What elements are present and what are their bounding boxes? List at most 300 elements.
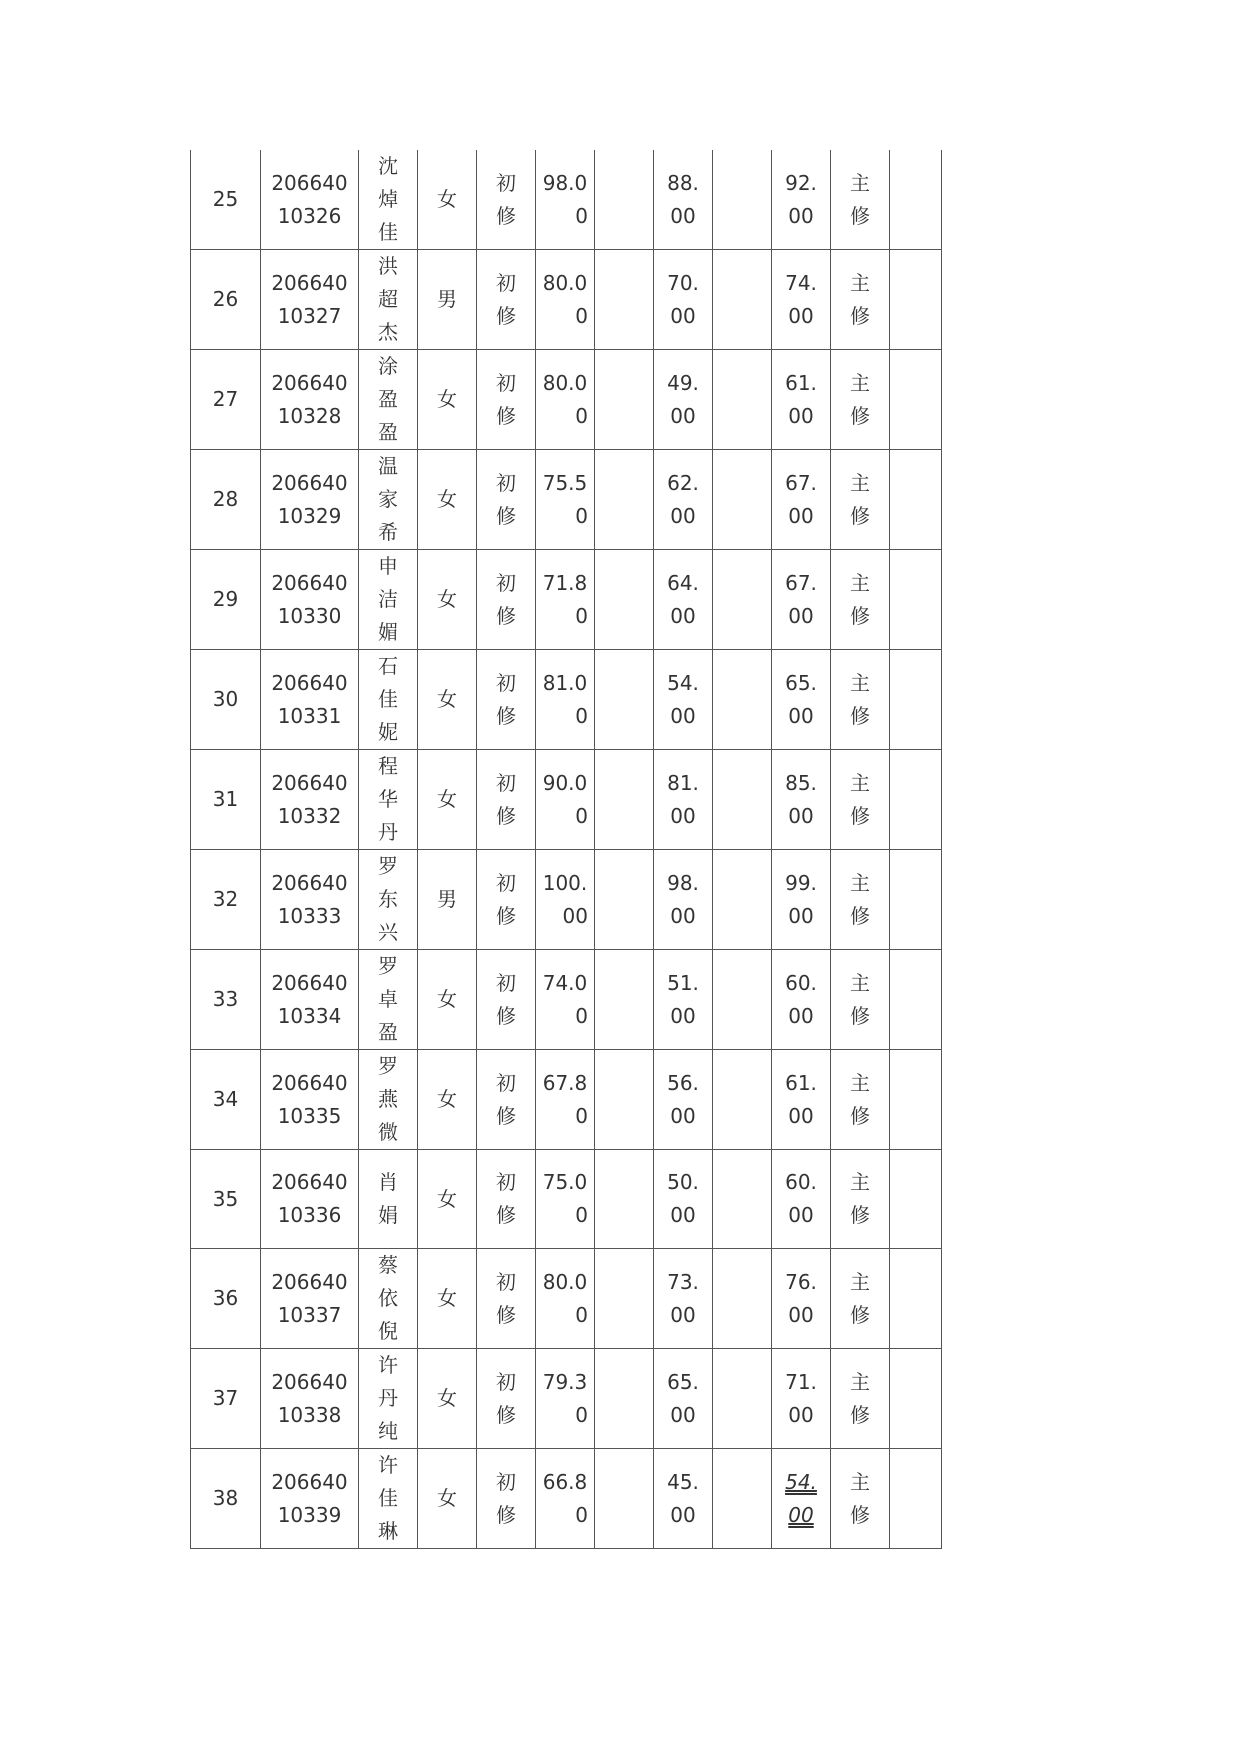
student-name bbox=[359, 650, 418, 750]
row-number-text: 37 bbox=[212, 1386, 239, 1410]
gender-text: 女 bbox=[437, 487, 457, 511]
student-name-char: 东 bbox=[378, 887, 398, 911]
score-2-line-2: 00 bbox=[670, 1103, 696, 1128]
score-2-line-2: 00 bbox=[670, 903, 696, 928]
score-3 bbox=[772, 550, 831, 650]
table-row bbox=[191, 1150, 942, 1249]
student-name-char: 温 bbox=[378, 454, 398, 478]
student-id bbox=[261, 450, 359, 550]
row-number bbox=[191, 450, 261, 550]
gender-text: 女 bbox=[437, 1087, 457, 1111]
gender bbox=[418, 450, 477, 550]
study-type bbox=[477, 1449, 536, 1549]
student-id-line-1: 206640 bbox=[271, 870, 348, 895]
score-3 bbox=[772, 1249, 831, 1349]
student-id-line-2: 10327 bbox=[277, 303, 342, 328]
student-id-line-2: 10326 bbox=[277, 203, 342, 228]
score-2 bbox=[654, 250, 713, 350]
course-kind-char: 主 bbox=[850, 770, 870, 795]
course-kind bbox=[831, 450, 890, 550]
student-name-char: 盈 bbox=[378, 1020, 398, 1044]
score-1-line-1: 75.5 bbox=[542, 470, 588, 495]
score-1-line-1: 66.8 bbox=[542, 1469, 588, 1494]
table-row bbox=[191, 550, 942, 650]
score-3-line-2: 00 bbox=[788, 903, 814, 928]
student-name-char: 超 bbox=[378, 287, 398, 311]
row-number-text: 34 bbox=[212, 1087, 239, 1111]
score-1 bbox=[536, 1249, 595, 1349]
study-type-char: 初 bbox=[496, 970, 516, 995]
student-id-line-1: 206640 bbox=[271, 1469, 348, 1494]
student-id-line-1: 206640 bbox=[271, 570, 348, 595]
empty-cell-3 bbox=[890, 650, 942, 750]
student-id-line-1: 206640 bbox=[271, 1369, 348, 1394]
course-kind bbox=[831, 150, 890, 250]
gender-text: 女 bbox=[437, 187, 457, 211]
study-type bbox=[477, 850, 536, 950]
course-kind-char: 主 bbox=[850, 1070, 870, 1095]
gender bbox=[418, 850, 477, 950]
student-name-char: 沈 bbox=[378, 154, 398, 178]
score-1-line-1: 90.0 bbox=[542, 770, 588, 795]
table-row bbox=[191, 1249, 942, 1349]
study-type-char: 修 bbox=[496, 303, 516, 328]
score-3 bbox=[772, 1050, 831, 1150]
score-2-line-2: 00 bbox=[670, 603, 696, 628]
student-id-line-1: 206640 bbox=[271, 670, 348, 695]
student-id bbox=[261, 950, 359, 1050]
score-3-line-1: 92. bbox=[785, 170, 817, 195]
empty-cell-2 bbox=[713, 1150, 772, 1249]
study-type-char: 初 bbox=[496, 670, 516, 695]
course-kind-char: 修 bbox=[850, 903, 870, 928]
score-1 bbox=[536, 1349, 595, 1449]
score-1 bbox=[536, 350, 595, 450]
score-1 bbox=[536, 450, 595, 550]
score-2-line-1: 51. bbox=[667, 970, 699, 995]
course-kind-char: 主 bbox=[850, 270, 870, 295]
score-1-line-2: 0 bbox=[575, 703, 588, 728]
study-type-char: 初 bbox=[496, 1469, 516, 1494]
score-3-line-2: 00 bbox=[788, 1203, 814, 1227]
student-name-char: 燕 bbox=[378, 1087, 398, 1111]
empty-cell-1 bbox=[595, 750, 654, 850]
score-2 bbox=[654, 850, 713, 950]
empty-cell-1 bbox=[595, 1050, 654, 1150]
student-id-line-1: 206640 bbox=[271, 1170, 348, 1194]
student-name-char: 佳 bbox=[378, 220, 398, 244]
score-1-line-1: 74.0 bbox=[542, 970, 588, 995]
student-id bbox=[261, 1050, 359, 1150]
student-name-char: 罗 bbox=[378, 1054, 398, 1078]
row-number bbox=[191, 250, 261, 350]
course-kind-char: 主 bbox=[850, 1369, 870, 1394]
study-type-char: 初 bbox=[496, 170, 516, 195]
course-kind-char: 主 bbox=[850, 370, 870, 395]
course-kind-char: 主 bbox=[850, 870, 870, 895]
row-number-text: 28 bbox=[212, 487, 239, 511]
student-id-line-2: 10332 bbox=[277, 803, 342, 828]
gender bbox=[418, 1150, 477, 1249]
study-type-char: 修 bbox=[496, 703, 516, 728]
study-type-char: 修 bbox=[496, 1203, 516, 1227]
course-kind bbox=[831, 650, 890, 750]
course-kind-char: 修 bbox=[850, 203, 870, 228]
student-name-char: 兴 bbox=[378, 920, 398, 944]
empty-cell-3 bbox=[890, 1349, 942, 1449]
study-type-char: 初 bbox=[496, 370, 516, 395]
score-1-line-2: 0 bbox=[575, 1402, 588, 1427]
score-3 bbox=[772, 750, 831, 850]
empty-cell-2 bbox=[713, 750, 772, 850]
score-3-line-2: 00 bbox=[788, 403, 814, 428]
row-number bbox=[191, 1249, 261, 1349]
row-number bbox=[191, 950, 261, 1050]
study-type-char: 初 bbox=[496, 1269, 516, 1294]
student-id-line-2: 10333 bbox=[277, 903, 342, 928]
study-type bbox=[477, 250, 536, 350]
study-type-char: 修 bbox=[496, 1402, 516, 1427]
course-kind-char: 修 bbox=[850, 1203, 870, 1227]
student-name-char: 丹 bbox=[378, 820, 398, 844]
score-1-line-2: 0 bbox=[575, 1203, 588, 1227]
student-name bbox=[359, 1349, 418, 1449]
student-name-char: 妮 bbox=[378, 720, 398, 744]
empty-cell-3 bbox=[890, 350, 942, 450]
score-2-line-2: 00 bbox=[670, 1003, 696, 1028]
course-kind-char: 主 bbox=[850, 1269, 870, 1294]
student-id-line-2: 10337 bbox=[277, 1302, 342, 1327]
student-id bbox=[261, 1349, 359, 1449]
student-id-line-1: 206640 bbox=[271, 1070, 348, 1095]
study-type bbox=[477, 950, 536, 1050]
student-id bbox=[261, 850, 359, 950]
score-1-line-2: 0 bbox=[575, 1103, 588, 1128]
study-type bbox=[477, 550, 536, 650]
course-kind bbox=[831, 750, 890, 850]
score-3-line-1: 54. bbox=[785, 1469, 817, 1494]
score-2-line-1: 88. bbox=[667, 170, 699, 195]
score-3-line-1: 76. bbox=[785, 1269, 817, 1294]
student-id bbox=[261, 750, 359, 850]
row-number bbox=[191, 1150, 261, 1249]
empty-cell-3 bbox=[890, 750, 942, 850]
row-number-text: 38 bbox=[212, 1486, 239, 1510]
score-1-line-2: 0 bbox=[575, 203, 588, 228]
student-name-char: 盈 bbox=[378, 420, 398, 444]
empty-cell-3 bbox=[890, 550, 942, 650]
student-id bbox=[261, 650, 359, 750]
score-1-line-1: 67.8 bbox=[542, 1070, 588, 1095]
empty-cell-2 bbox=[713, 550, 772, 650]
study-type bbox=[477, 750, 536, 850]
student-id-line-1: 206640 bbox=[271, 1269, 348, 1294]
student-name-char: 许 bbox=[378, 1453, 398, 1477]
study-type-char: 修 bbox=[496, 1302, 516, 1327]
gender-text: 女 bbox=[437, 987, 457, 1011]
gender bbox=[418, 550, 477, 650]
study-type bbox=[477, 1050, 536, 1150]
empty-cell-3 bbox=[890, 250, 942, 350]
score-3 bbox=[772, 850, 831, 950]
score-1-line-2: 0 bbox=[575, 1302, 588, 1327]
score-3-line-2: 00 bbox=[788, 303, 814, 328]
score-1 bbox=[536, 1449, 595, 1549]
empty-cell-3 bbox=[890, 1249, 942, 1349]
study-type bbox=[477, 1349, 536, 1449]
score-2-line-2: 00 bbox=[670, 803, 696, 828]
score-2-line-2: 00 bbox=[670, 303, 696, 328]
empty-cell-2 bbox=[713, 650, 772, 750]
score-2-line-1: 56. bbox=[667, 1070, 699, 1095]
course-kind bbox=[831, 350, 890, 450]
score-1 bbox=[536, 1150, 595, 1249]
course-kind-char: 修 bbox=[850, 503, 870, 528]
row-number bbox=[191, 1449, 261, 1549]
row-number-text: 25 bbox=[212, 187, 239, 211]
study-type-char: 初 bbox=[496, 470, 516, 495]
student-id bbox=[261, 1150, 359, 1249]
student-name-char: 家 bbox=[378, 487, 398, 511]
score-1-line-2: 0 bbox=[575, 503, 588, 528]
student-id-line-2: 10336 bbox=[277, 1203, 342, 1227]
score-2-line-2: 00 bbox=[670, 1302, 696, 1327]
student-name-char: 罗 bbox=[378, 954, 398, 978]
score-3 bbox=[772, 150, 831, 250]
score-2-line-1: 98. bbox=[667, 870, 699, 895]
student-name bbox=[359, 1050, 418, 1150]
study-type-char: 修 bbox=[496, 1502, 516, 1527]
study-type-char: 初 bbox=[496, 1070, 516, 1095]
grade-table-body bbox=[191, 150, 942, 1549]
study-type-char: 修 bbox=[496, 803, 516, 828]
gender bbox=[418, 950, 477, 1050]
score-3-line-2: 00 bbox=[788, 1003, 814, 1028]
gender bbox=[418, 1349, 477, 1449]
empty-cell-1 bbox=[595, 450, 654, 550]
score-2-line-1: 70. bbox=[667, 270, 699, 295]
student-id-line-1: 206640 bbox=[271, 470, 348, 495]
score-3-line-1: 65. bbox=[785, 670, 817, 695]
score-1-line-1: 100. bbox=[542, 870, 588, 895]
student-name-char: 纯 bbox=[378, 1419, 398, 1443]
score-2 bbox=[654, 1050, 713, 1150]
score-3-line-1: 61. bbox=[785, 370, 817, 395]
score-3 bbox=[772, 1349, 831, 1449]
table-row bbox=[191, 250, 942, 350]
score-2-line-2: 00 bbox=[670, 203, 696, 228]
score-3-line-1: 60. bbox=[785, 970, 817, 995]
student-name-char: 申 bbox=[378, 554, 398, 578]
score-2 bbox=[654, 950, 713, 1050]
study-type bbox=[477, 1249, 536, 1349]
score-3-line-2: 00 bbox=[788, 203, 814, 228]
gender-text: 女 bbox=[437, 1486, 457, 1510]
row-number-text: 31 bbox=[212, 787, 239, 811]
score-3-line-1: 74. bbox=[785, 270, 817, 295]
student-name bbox=[359, 750, 418, 850]
course-kind-char: 主 bbox=[850, 1170, 870, 1194]
table-row bbox=[191, 650, 942, 750]
empty-cell-1 bbox=[595, 1249, 654, 1349]
student-name-char: 焯 bbox=[378, 187, 398, 211]
table-row bbox=[191, 1349, 942, 1449]
score-1 bbox=[536, 250, 595, 350]
student-id-line-2: 10338 bbox=[277, 1402, 342, 1427]
score-3 bbox=[772, 1449, 831, 1549]
empty-cell-3 bbox=[890, 1449, 942, 1549]
student-name-char: 石 bbox=[378, 654, 398, 678]
course-kind-char: 修 bbox=[850, 1402, 870, 1427]
course-kind-char: 修 bbox=[850, 303, 870, 328]
empty-cell-1 bbox=[595, 550, 654, 650]
score-2 bbox=[654, 350, 713, 450]
score-2 bbox=[654, 1449, 713, 1549]
student-name bbox=[359, 450, 418, 550]
score-2 bbox=[654, 1349, 713, 1449]
table-row bbox=[191, 150, 942, 250]
study-type bbox=[477, 350, 536, 450]
empty-cell-1 bbox=[595, 950, 654, 1050]
empty-cell-3 bbox=[890, 1150, 942, 1249]
score-2 bbox=[654, 750, 713, 850]
score-1-line-1: 81.0 bbox=[542, 670, 588, 695]
empty-cell-2 bbox=[713, 350, 772, 450]
empty-cell-3 bbox=[890, 1050, 942, 1150]
score-1-line-2: 0 bbox=[575, 403, 588, 428]
course-kind-char: 主 bbox=[850, 570, 870, 595]
gender-text: 女 bbox=[437, 587, 457, 611]
student-id-line-2: 10335 bbox=[277, 1103, 342, 1128]
course-kind-char: 修 bbox=[850, 1103, 870, 1128]
row-number-text: 26 bbox=[212, 287, 239, 311]
student-name-char: 娟 bbox=[378, 1203, 398, 1227]
student-name-char: 程 bbox=[378, 754, 398, 778]
score-1 bbox=[536, 550, 595, 650]
student-name-char: 杰 bbox=[378, 320, 398, 344]
study-type-char: 修 bbox=[496, 503, 516, 528]
gender-text: 女 bbox=[437, 1186, 457, 1211]
study-type bbox=[477, 450, 536, 550]
empty-cell-1 bbox=[595, 650, 654, 750]
student-name bbox=[359, 950, 418, 1050]
score-3 bbox=[772, 250, 831, 350]
study-type-char: 修 bbox=[496, 1103, 516, 1128]
score-3-line-1: 99. bbox=[785, 870, 817, 895]
score-3-line-2: 00 bbox=[788, 703, 814, 728]
empty-cell-3 bbox=[890, 450, 942, 550]
student-name-char: 肖 bbox=[378, 1170, 398, 1194]
course-kind bbox=[831, 1349, 890, 1449]
score-1-line-2: 00 bbox=[562, 903, 588, 928]
student-id-line-1: 206640 bbox=[271, 170, 348, 195]
student-name-char: 微 bbox=[378, 1120, 398, 1144]
student-name-char: 洪 bbox=[378, 254, 398, 278]
row-number bbox=[191, 550, 261, 650]
score-2-line-2: 00 bbox=[670, 503, 696, 528]
study-type-char: 初 bbox=[496, 270, 516, 295]
score-1-line-1: 80.0 bbox=[542, 270, 588, 295]
gender bbox=[418, 650, 477, 750]
gender-text: 女 bbox=[437, 1386, 457, 1410]
score-3 bbox=[772, 650, 831, 750]
student-name bbox=[359, 150, 418, 250]
student-id-line-1: 206640 bbox=[271, 370, 348, 395]
student-name-char: 卓 bbox=[378, 987, 398, 1011]
study-type-char: 初 bbox=[496, 570, 516, 595]
score-1 bbox=[536, 150, 595, 250]
score-3-line-2: 00 bbox=[788, 603, 814, 628]
student-name-char: 洁 bbox=[378, 587, 398, 611]
student-id bbox=[261, 350, 359, 450]
study-type-char: 修 bbox=[496, 903, 516, 928]
gender bbox=[418, 150, 477, 250]
gender bbox=[418, 350, 477, 450]
gender-text: 女 bbox=[437, 787, 457, 811]
student-name-char: 涂 bbox=[378, 354, 398, 378]
course-kind-char: 主 bbox=[850, 670, 870, 695]
study-type-char: 修 bbox=[496, 403, 516, 428]
score-3 bbox=[772, 1150, 831, 1249]
score-2-line-2: 00 bbox=[670, 1502, 696, 1527]
table-row bbox=[191, 350, 942, 450]
score-2-line-2: 00 bbox=[670, 703, 696, 728]
gender-text: 男 bbox=[437, 287, 457, 311]
empty-cell-2 bbox=[713, 1050, 772, 1150]
course-kind bbox=[831, 1050, 890, 1150]
empty-cell-1 bbox=[595, 150, 654, 250]
course-kind bbox=[831, 1249, 890, 1349]
empty-cell-2 bbox=[713, 1449, 772, 1549]
student-id bbox=[261, 1449, 359, 1549]
student-id bbox=[261, 1249, 359, 1349]
student-id-line-2: 10339 bbox=[277, 1502, 342, 1527]
empty-cell-3 bbox=[890, 850, 942, 950]
study-type-char: 修 bbox=[496, 603, 516, 628]
student-id-line-2: 10330 bbox=[277, 603, 342, 628]
study-type-char: 初 bbox=[496, 1170, 516, 1194]
score-1-line-1: 71.8 bbox=[542, 570, 588, 595]
study-type-char: 修 bbox=[496, 203, 516, 228]
row-number bbox=[191, 1050, 261, 1150]
grade-table bbox=[190, 150, 942, 1549]
student-name-char: 蔡 bbox=[378, 1253, 398, 1277]
student-id bbox=[261, 250, 359, 350]
score-2-line-1: 64. bbox=[667, 570, 699, 595]
score-3 bbox=[772, 450, 831, 550]
student-name-char: 丹 bbox=[378, 1386, 398, 1410]
score-3 bbox=[772, 350, 831, 450]
row-number-text: 36 bbox=[212, 1286, 239, 1310]
study-type bbox=[477, 650, 536, 750]
course-kind-char: 主 bbox=[850, 170, 870, 195]
student-name bbox=[359, 1249, 418, 1349]
row-number-text: 30 bbox=[212, 687, 239, 711]
score-2-line-1: 45. bbox=[667, 1469, 699, 1494]
score-3-line-2: 00 bbox=[788, 803, 814, 828]
gender bbox=[418, 1050, 477, 1150]
score-1-line-2: 0 bbox=[575, 803, 588, 828]
student-id-line-1: 206640 bbox=[271, 970, 348, 995]
student-id-line-2: 10329 bbox=[277, 503, 342, 528]
score-1-line-1: 80.0 bbox=[542, 1269, 588, 1294]
row-number-text: 32 bbox=[212, 887, 239, 911]
student-id-line-1: 206640 bbox=[271, 770, 348, 795]
empty-cell-2 bbox=[713, 1349, 772, 1449]
empty-cell-2 bbox=[713, 850, 772, 950]
score-3-line-1: 60. bbox=[785, 1170, 817, 1194]
score-2 bbox=[654, 550, 713, 650]
